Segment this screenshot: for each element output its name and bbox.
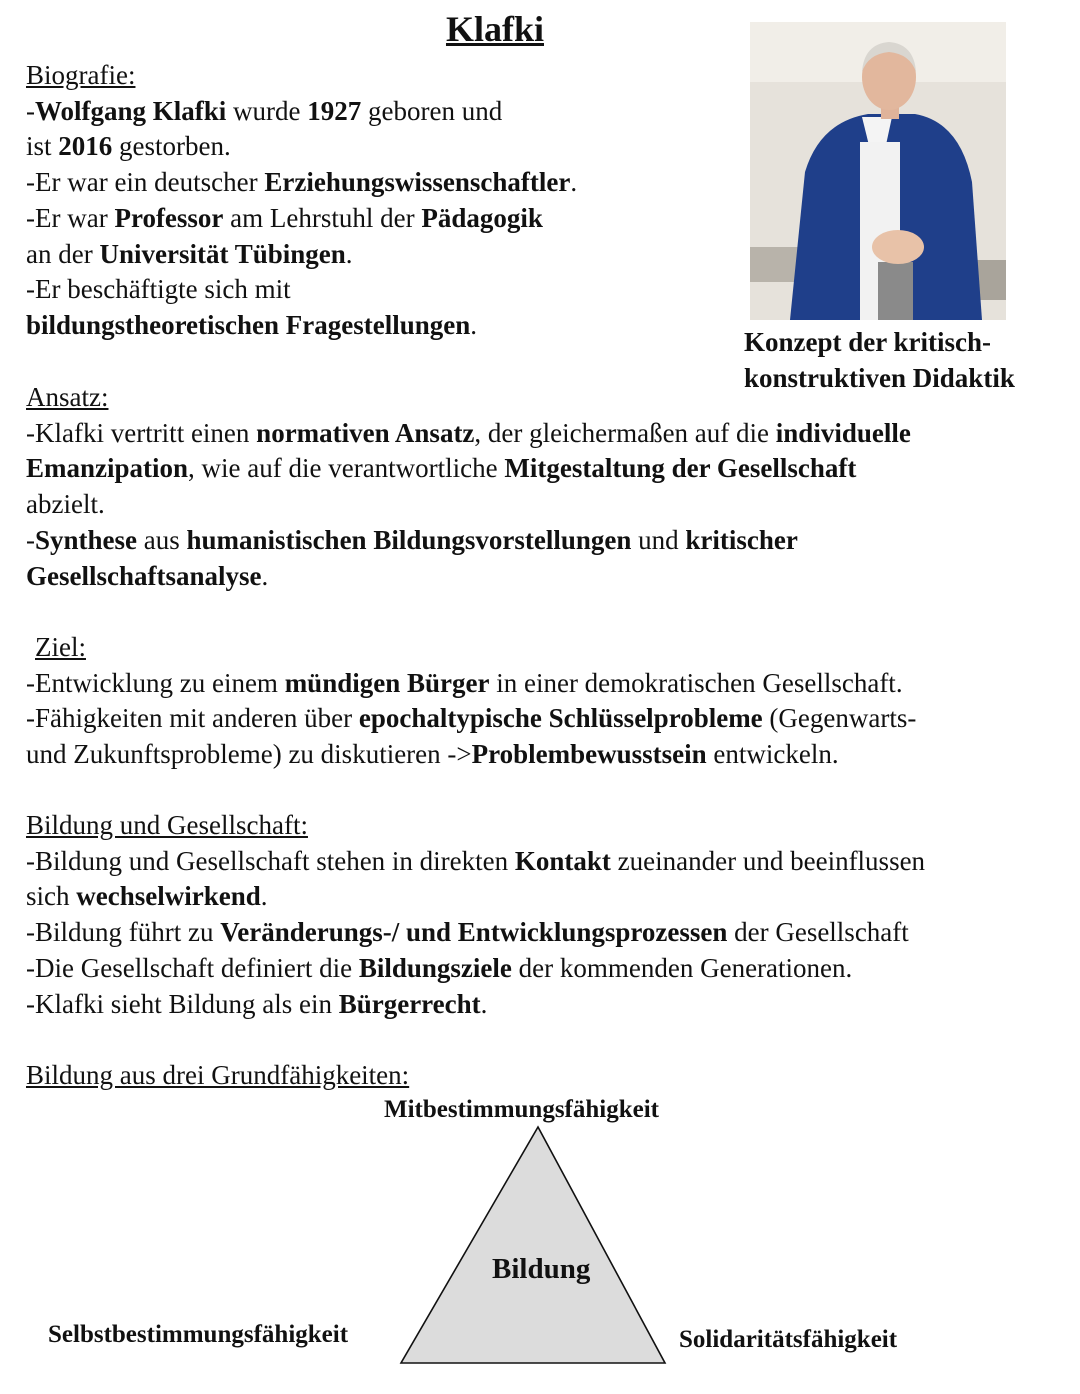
gesellschaft-line: -Bildung und Gesellschaft stehen in direkten Kontakt zueinander und beeinflussen bbox=[26, 845, 926, 876]
bio-line: -Wolfgang Klafki wurde 1927 geboren und bbox=[26, 95, 503, 126]
section-grundfaehigkeiten bbox=[26, 1058, 409, 1094]
portrait-photo bbox=[750, 22, 1006, 320]
ziel-line: und Zukunftsprobleme) zu diskutieren ->Problembewusstsein entwickeln. bbox=[26, 739, 839, 770]
page-title: Klafki bbox=[445, 9, 544, 49]
bio-line: -Er war Professor am Lehrstuhl der Pädagogik bbox=[26, 202, 543, 233]
ansatz-line: Emanzipation, wie auf die verantwortliche Mitgestaltung der Gesellschaft bbox=[26, 453, 857, 484]
bio-line: bildungstheoretischen Fragestellungen. bbox=[26, 309, 478, 340]
ansatz-line: -Synthese aus humanistischen Bildungsvorstellungen und kritischer bbox=[26, 524, 798, 555]
section-ansatz bbox=[26, 380, 911, 594]
section-heading-biografie: Biografie: bbox=[26, 60, 136, 90]
gesellschaft-line: -Klafki sieht Bildung als ein Bürgerrecht. bbox=[26, 988, 488, 1019]
triangle-label-top: Mitbestimmungsfähigkeit bbox=[384, 1096, 659, 1123]
bio-line: an der Universität Tübingen. bbox=[26, 238, 353, 269]
triangle-label-left: Selbstbestimmungsfähigkeit bbox=[48, 1321, 349, 1348]
section-heading-grundfaehigkeiten: Bildung aus drei Grundfähigkeiten: bbox=[26, 1060, 410, 1090]
gesellschaft-line: sich wechselwirkend. bbox=[26, 881, 268, 912]
bildung-triangle bbox=[395, 1125, 671, 1367]
gesellschaft-line: -Die Gesellschaft definiert die Bildungsziele der kommenden Generationen. bbox=[26, 952, 853, 983]
portrait-illustration bbox=[750, 22, 1006, 320]
section-bildung-gesellschaft bbox=[26, 808, 925, 1022]
section-biografie bbox=[26, 58, 577, 344]
section-ziel bbox=[26, 630, 916, 773]
triangle-label-center: Bildung bbox=[492, 1253, 591, 1285]
section-heading-gesellschaft: Bildung und Gesellschaft: bbox=[26, 810, 308, 840]
ansatz-line: Gesellschaftsanalyse. bbox=[26, 560, 269, 591]
caption-line: konstruktiven Didaktik bbox=[744, 363, 1015, 393]
bio-line: ist 2016 gestorben. bbox=[26, 131, 231, 162]
caption-line: Konzept der kritisch- bbox=[744, 327, 991, 357]
section-heading-ansatz: Ansatz: bbox=[26, 382, 109, 412]
ansatz-line: -Klafki vertritt einen normativen Ansatz, der gleichermaßen auf die individuelle bbox=[26, 417, 911, 448]
triangle-label-right: Solidaritätsfähigkeit bbox=[679, 1326, 898, 1353]
gesellschaft-line: -Bildung führt zu Veränderungs-/ und Entwicklungsprozessen der Gesellschaft bbox=[26, 917, 909, 948]
ansatz-line: abzielt. bbox=[26, 489, 105, 520]
bio-line: -Er war ein deutscher Erziehungswissenschaftler. bbox=[26, 167, 578, 198]
section-heading-ziel: Ziel: bbox=[35, 632, 86, 662]
ziel-line: -Entwicklung zu einem mündigen Bürger in einer demokratischen Gesellschaft. bbox=[26, 667, 903, 698]
bio-line: -Er beschäftigte sich mit bbox=[26, 274, 291, 305]
ziel-line: -Fähigkeiten mit anderen über epochaltypische Schlüsselprobleme (Gegenwarts- bbox=[26, 703, 917, 734]
triangle-shape bbox=[401, 1127, 665, 1363]
